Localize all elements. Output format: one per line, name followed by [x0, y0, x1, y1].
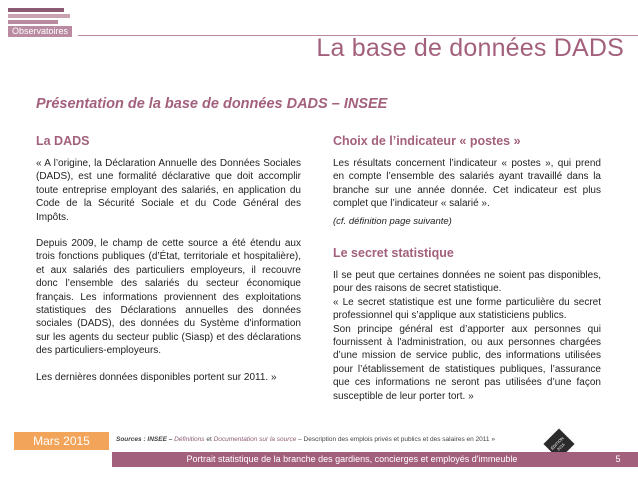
logo-bar-2 — [8, 14, 70, 18]
definition-note: (cf. définition page suivante) — [333, 215, 452, 227]
indicator-heading: Choix de l’indicateur « postes » — [333, 134, 521, 148]
sources-and: et — [206, 436, 212, 443]
dads-paragraph-3: Les dernières données disponibles portent sur 2011. » — [36, 371, 277, 383]
edition-badge-text: ÉDITION 2015 — [549, 435, 566, 452]
sources-note — [116, 436, 495, 443]
indicator-paragraph: Les résultats concernent l’indicateur « postes », qui prend en compte l’ensemble des salariés ayant travaillé dans la branche sur une année donnée. Cet indicateur est plus complet que l’indicateur « salarié ». — [333, 158, 601, 210]
section-title: Présentation de la base de données DADS – INSEE — [36, 96, 388, 112]
secret-paragraph-3: Son principe général est d’apporter aux personnes qui fournissent à l'administration, ou aux personnes chargées d’une mission de service public, des informations utilisées pour l’établissement de statistiques publiques, l’assurance que ces informations ne seront pas utilisées d’une façon susceptible de leur porter tort. » — [333, 323, 601, 402]
left-column — [36, 134, 301, 384]
dads-heading: La DADS — [36, 134, 90, 148]
dads-paragraph-2: Depuis 2009, le champ de cette source a été étendu aux trois fonctions publiques (d’État, territoriale et hospitalière), et aux salariés des particuliers employeurs, il recouvre donc l’ensemble des salariés du secteur économique français. Les informations proviennent des exploitations statistiques des Déclarations annuelles des données sociales (DADS), des données du Système d'information sur les agents du secteur public (Siasp) et des déclarations des particuliers-employeurs. — [36, 238, 301, 357]
logo-label: Observatoires — [8, 26, 72, 37]
sources-label: Sources : INSEE – — [116, 436, 173, 443]
right-column — [333, 134, 601, 403]
logo-bar-3 — [8, 20, 58, 24]
secret-heading: Le secret statistique — [333, 246, 454, 261]
secret-paragraph-2: « Le secret statistique est une forme particulière du secret professionnel qui s’applique aux statisticiens publics. — [333, 296, 601, 322]
sources-definitions: Définitions — [174, 436, 205, 443]
logo-bar-1 — [8, 8, 64, 12]
secret-paragraph-1: Il se peut que certaines données ne soient pas disponibles, pour des raisons de secret statistique. — [333, 270, 601, 295]
sources-documentation: Documentation sur la source — [213, 436, 297, 443]
dads-paragraph-1: « A l’origine, la Déclaration Annuelle des Données Sociales (DADS), est une formalité déclarative que doit accomplir toute entreprise employant des salariés, en application du Code de la Sécurité Sociale et du Code Général des Impôts. — [36, 158, 301, 223]
sources-description: – Description des emplois privés et publics et des salaires en 2011 » — [298, 436, 495, 443]
footer-caption: Portrait statistique de la branche des gardiens, concierges et employés d'immeuble — [186, 454, 518, 464]
date-box: Mars 2015 — [14, 432, 109, 450]
page-title: La base de données DADS — [316, 34, 624, 62]
page-number: 5 — [615, 454, 621, 464]
